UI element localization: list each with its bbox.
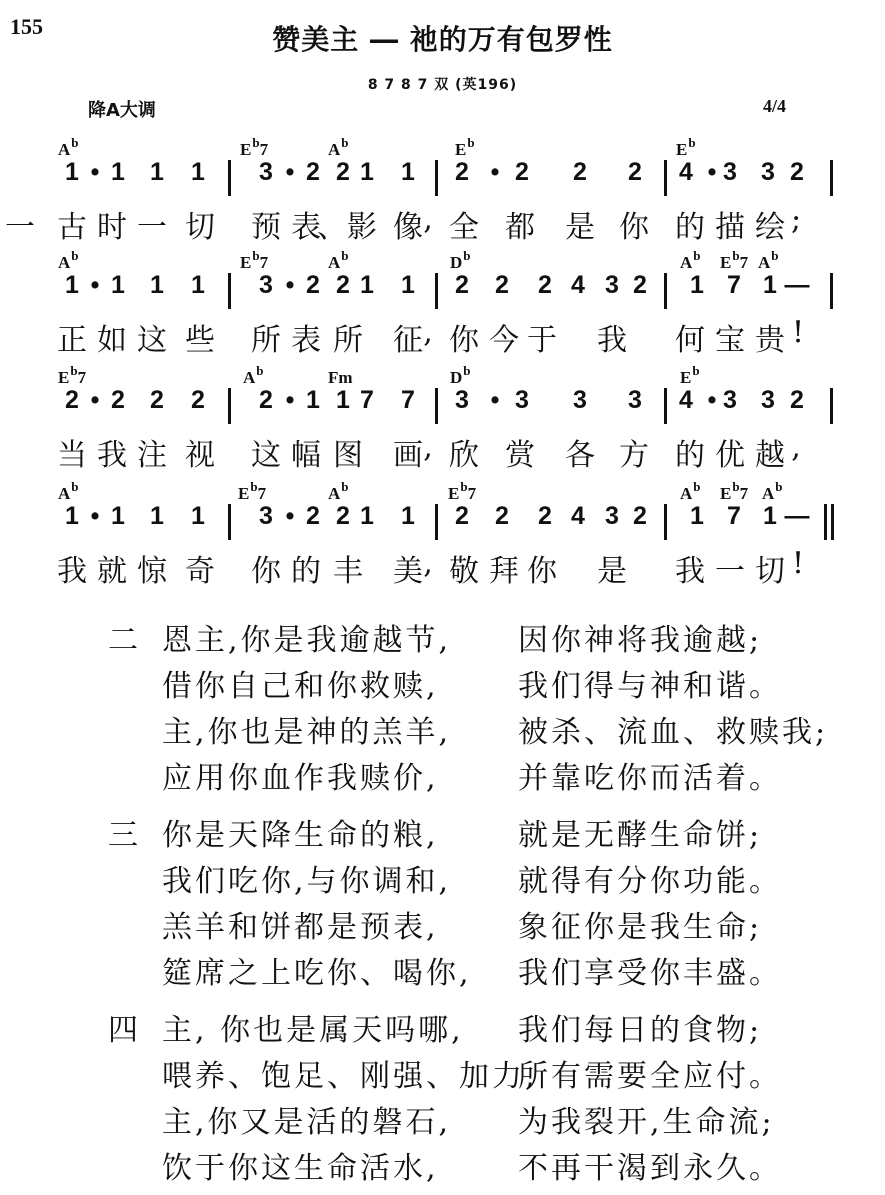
verse-line-left: 主,你又是活的磐石, — [162, 1105, 452, 1140]
flat-sign: b — [732, 248, 740, 263]
verse-line-left: 筵席之上吃你、喝你, — [162, 956, 472, 991]
flat-sign: b — [771, 248, 779, 263]
lyric-character: 你 — [527, 554, 557, 589]
chord-symbol — [58, 135, 79, 160]
chord-symbol — [680, 479, 701, 504]
verse-line-left: 借你自己和你救赎, — [162, 669, 439, 704]
barline — [435, 273, 438, 309]
barline — [831, 504, 834, 540]
verse-line-right: 所有需要全应付。 — [518, 1059, 782, 1094]
chord-symbol — [450, 363, 471, 388]
verse-line-right: 不再干渴到永久。 — [518, 1151, 782, 1186]
chord-symbol — [328, 135, 349, 160]
lyric-character: 惊 — [137, 554, 167, 589]
flat-sign: b — [341, 135, 349, 150]
chord-symbol — [676, 135, 696, 160]
lyric-character: 方 — [619, 438, 649, 473]
lyric-character: 这 — [251, 438, 281, 473]
jianpu-note: 2 — [633, 502, 647, 530]
lyric-character: 这 — [137, 323, 167, 358]
jianpu-note: 2 — [150, 386, 164, 414]
jianpu-note: 3 — [761, 158, 775, 186]
barline — [435, 388, 438, 424]
jianpu-note: 1 — [690, 502, 704, 530]
jianpu-note: 2 — [336, 271, 350, 299]
chord-symbol — [448, 479, 477, 504]
lyric-character: , — [423, 546, 433, 581]
lyric-character: 一 — [5, 210, 35, 245]
lyric-character: 所 — [251, 323, 281, 358]
lyric-character: 敬 — [449, 554, 479, 589]
hymn-number: 155 — [10, 14, 43, 39]
lyric-character: 你 — [449, 323, 479, 358]
lyric-character: 如 — [97, 323, 127, 358]
lyric-character: 像 — [393, 210, 423, 245]
jianpu-note: 1 — [360, 502, 374, 530]
flat-sign: b — [467, 135, 475, 150]
chord-symbol — [455, 135, 475, 160]
lyric-character: 我 — [675, 554, 705, 589]
chord-symbol — [58, 363, 87, 388]
lyric-character: 的 — [675, 438, 705, 473]
jianpu-note: 1 — [401, 271, 415, 299]
chord-root: A — [58, 253, 71, 272]
jianpu-note: 4 — [679, 386, 693, 414]
chord-extension: 7 — [739, 253, 749, 272]
chord-root: E — [448, 484, 460, 503]
jianpu-note: 2 — [306, 158, 320, 186]
chord-root: E — [240, 140, 252, 159]
meter-label: 8 7 8 7 双 (英196) — [367, 77, 518, 93]
chord-extension: 7 — [467, 484, 477, 503]
barline — [830, 388, 833, 424]
flat-sign: b — [256, 363, 264, 378]
lyric-character: 是 — [597, 554, 627, 589]
chord-symbol — [243, 363, 264, 388]
jianpu-note: 1 — [150, 158, 164, 186]
key-signature: 降A大调 — [88, 100, 156, 121]
flat-sign: b — [693, 248, 701, 263]
flat-sign: b — [775, 479, 783, 494]
lyric-character: 赏 — [505, 438, 535, 473]
chord-extension: 7 — [257, 484, 267, 503]
lyric-character: 就 — [97, 554, 127, 589]
lyric-character: , — [423, 315, 433, 350]
chord-symbol — [58, 479, 79, 504]
chord-root: D — [450, 368, 463, 387]
chord-root: A — [58, 484, 71, 503]
lyric-character: 些 — [185, 323, 215, 358]
jianpu-note: 2 — [790, 386, 804, 414]
verse-line-right: 并靠吃你而活着。 — [518, 761, 782, 796]
lyric-character: 欣 — [449, 438, 479, 473]
jianpu-note: • — [285, 386, 295, 414]
lyric-character: 描 — [715, 210, 745, 245]
chord-symbol — [328, 479, 349, 504]
hymn-title: 赞美主 ― 祂的万有包罗性 — [272, 23, 613, 56]
chord-symbol — [720, 479, 749, 504]
lyric-character: 我 — [597, 323, 627, 358]
jianpu-note: — — [784, 502, 810, 530]
jianpu-note: 2 — [111, 386, 125, 414]
jianpu-note: • — [90, 271, 100, 299]
barline — [435, 160, 438, 196]
jianpu-note: 7 — [727, 502, 741, 530]
jianpu-note: • — [285, 158, 295, 186]
chord-root: E — [720, 484, 732, 503]
jianpu-note: 2 — [633, 271, 647, 299]
jianpu-note: 2 — [515, 158, 529, 186]
verse-line-right: 我们得与神和谐。 — [518, 669, 782, 704]
barline — [228, 160, 231, 196]
lyric-character: 一 — [137, 210, 167, 245]
jianpu-note: 3 — [605, 271, 619, 299]
lyric-character: 于 — [527, 323, 557, 358]
lyric-character: 时 — [97, 210, 127, 245]
lyric-character: ! — [791, 315, 805, 350]
jianpu-note: 7 — [360, 386, 374, 414]
jianpu-note: 3 — [723, 386, 737, 414]
chord-root: E — [680, 368, 692, 387]
flat-sign: b — [688, 135, 696, 150]
barline — [664, 160, 667, 196]
lyric-character: 画 — [393, 438, 423, 473]
jianpu-note: • — [90, 502, 100, 530]
jianpu-note: 2 — [65, 386, 79, 414]
jianpu-note: 2 — [259, 386, 273, 414]
lyric-character: 古 — [57, 210, 87, 245]
jianpu-note: 2 — [538, 502, 552, 530]
chord-root: A — [328, 253, 341, 272]
flat-sign: b — [341, 479, 349, 494]
jianpu-note: 2 — [306, 502, 320, 530]
jianpu-note: 3 — [761, 386, 775, 414]
lyric-character: 表 — [291, 210, 321, 245]
chord-extension: 7 — [259, 140, 269, 159]
flat-sign: b — [71, 248, 79, 263]
verse-number: 四 — [108, 1013, 138, 1048]
jianpu-note: 3 — [259, 502, 273, 530]
lyric-character: 何 — [675, 323, 705, 358]
jianpu-note: 4 — [571, 502, 585, 530]
jianpu-note: 1 — [191, 502, 205, 530]
flat-sign: b — [71, 135, 79, 150]
verse-line-right: 为我裂开,生命流; — [518, 1105, 775, 1140]
jianpu-note: 2 — [628, 158, 642, 186]
jianpu-note: 1 — [690, 271, 704, 299]
lyric-character: 的 — [291, 554, 321, 589]
jianpu-note: 4 — [571, 271, 585, 299]
flat-sign: b — [693, 479, 701, 494]
jianpu-note: 3 — [259, 271, 273, 299]
lyric-character: 绘 — [755, 210, 785, 245]
jianpu-note: 1 — [111, 158, 125, 186]
jianpu-note: 1 — [763, 502, 777, 530]
chord-root: E — [240, 253, 252, 272]
barline — [228, 504, 231, 540]
lyric-character: 越 — [755, 438, 785, 473]
time-signature: 4/4 — [763, 96, 787, 116]
chord-symbol — [328, 368, 353, 388]
lyric-character: ! — [791, 546, 805, 581]
lyric-character: 当 — [57, 438, 87, 473]
lyric-character: 丰 — [333, 554, 363, 589]
jianpu-note: • — [490, 386, 500, 414]
jianpu-note: 2 — [455, 502, 469, 530]
jianpu-note: 4 — [679, 158, 693, 186]
jianpu-note: 1 — [306, 386, 320, 414]
lyric-character: 全 — [449, 210, 479, 245]
jianpu-note: 2 — [191, 386, 205, 414]
jianpu-note: — — [784, 271, 810, 299]
chord-root: A — [680, 484, 693, 503]
jianpu-note: 2 — [336, 158, 350, 186]
jianpu-note: • — [285, 271, 295, 299]
chord-root: E — [58, 368, 70, 387]
lyric-character: 是 — [565, 210, 595, 245]
chord-root: A — [243, 368, 256, 387]
jianpu-note: 1 — [65, 158, 79, 186]
jianpu-note: 3 — [455, 386, 469, 414]
chord-root: E — [720, 253, 732, 272]
barline — [435, 504, 438, 540]
chord-symbol — [450, 248, 471, 273]
jianpu-note: 1 — [336, 386, 350, 414]
lyric-character: 宝 — [715, 323, 745, 358]
lyric-character: 我 — [57, 554, 87, 589]
jianpu-note: 7 — [727, 271, 741, 299]
jianpu-note: 3 — [573, 386, 587, 414]
flat-sign: b — [250, 479, 258, 494]
jianpu-note: 1 — [191, 271, 205, 299]
jianpu-note: 1 — [360, 158, 374, 186]
verse-line-left: 我们吃你,与你调和, — [162, 864, 452, 899]
chord-root: E — [676, 140, 688, 159]
lyric-character: 注 — [137, 438, 167, 473]
lyric-character: ; — [790, 202, 802, 237]
chord-root: D — [450, 253, 463, 272]
chord-symbol — [680, 363, 700, 388]
chord-symbol — [762, 479, 783, 504]
lyric-character: 都 — [505, 210, 535, 245]
jianpu-note: 2 — [495, 271, 509, 299]
verse-number: 三 — [108, 818, 138, 853]
barline — [664, 388, 667, 424]
jianpu-note: 1 — [191, 158, 205, 186]
jianpu-note: 2 — [455, 271, 469, 299]
chord-root: A — [762, 484, 775, 503]
lyric-character: 各 — [565, 438, 595, 473]
lyric-character: 预 — [251, 210, 281, 245]
jianpu-note: • — [490, 158, 500, 186]
flat-sign: b — [463, 363, 471, 378]
lyric-character: 一 — [715, 554, 745, 589]
chord-root: E — [455, 140, 467, 159]
jianpu-note: 2 — [538, 271, 552, 299]
jianpu-note: 1 — [401, 158, 415, 186]
lyric-character: , — [791, 430, 801, 465]
lyric-character: 切 — [755, 554, 785, 589]
jianpu-note: • — [90, 386, 100, 414]
jianpu-note: 2 — [455, 158, 469, 186]
chord-root: Fm — [328, 368, 353, 387]
verse-line-left: 饮于你这生命活水, — [162, 1151, 439, 1186]
chord-root: A — [328, 140, 341, 159]
barline — [228, 388, 231, 424]
verse-line-right: 因你神将我逾越; — [518, 623, 763, 658]
jianpu-note: 1 — [150, 271, 164, 299]
chord-root: A — [328, 484, 341, 503]
verse-line-right: 我们每日的食物; — [518, 1013, 763, 1048]
chord-symbol — [680, 248, 701, 273]
lyric-character: 幅 — [291, 438, 321, 473]
jianpu-note: 1 — [65, 502, 79, 530]
jianpu-note: 1 — [111, 502, 125, 530]
lyric-character: 影 — [347, 210, 377, 245]
flat-sign: b — [252, 135, 260, 150]
lyric-character: 视 — [185, 438, 215, 473]
flat-sign: b — [692, 363, 700, 378]
verse-number: 二 — [108, 623, 138, 658]
verse-line-left: 喂养、饱足、刚强、加力, — [162, 1059, 538, 1094]
jianpu-note: 3 — [259, 158, 273, 186]
lyric-character: 征 — [393, 323, 423, 358]
chord-extension: 7 — [77, 368, 87, 387]
lyric-character: 切 — [185, 210, 215, 245]
lyric-character: 、 — [317, 210, 347, 245]
jianpu-note: 1 — [65, 271, 79, 299]
jianpu-note: 7 — [401, 386, 415, 414]
chord-symbol — [758, 248, 779, 273]
barline — [664, 273, 667, 309]
jianpu-note: • — [707, 158, 717, 186]
chord-root: A — [58, 140, 71, 159]
flat-sign: b — [732, 479, 740, 494]
lyric-character: , — [423, 430, 433, 465]
verse-line-left: 你是天降生命的粮, — [162, 818, 439, 853]
verse-line-left: 羔羊和饼都是预表, — [162, 910, 439, 945]
jianpu-note: 2 — [790, 158, 804, 186]
flat-sign: b — [341, 248, 349, 263]
barline — [830, 273, 833, 309]
flat-sign: b — [71, 479, 79, 494]
lyric-character: 图 — [333, 438, 363, 473]
jianpu-note: • — [707, 386, 717, 414]
chord-symbol — [720, 248, 749, 273]
barline — [228, 273, 231, 309]
barline — [830, 160, 833, 196]
lyric-character: 表 — [291, 323, 321, 358]
lyric-character: 你 — [619, 210, 649, 245]
lyric-character: 贵 — [755, 323, 785, 358]
lyric-character: 美 — [393, 554, 423, 589]
barline — [664, 504, 667, 540]
jianpu-note: 1 — [150, 502, 164, 530]
chord-extension: 7 — [259, 253, 269, 272]
lyric-character: 正 — [57, 323, 87, 358]
lyric-character: 你 — [251, 554, 281, 589]
verse-line-left: 应用你血作我赎价, — [162, 761, 439, 796]
jianpu-note: 3 — [605, 502, 619, 530]
verse-line-right: 就得有分你功能。 — [518, 864, 782, 899]
jianpu-note: 1 — [401, 502, 415, 530]
chord-symbol — [328, 248, 349, 273]
chord-root: A — [680, 253, 693, 272]
lyric-character: 优 — [715, 438, 745, 473]
jianpu-note: 1 — [360, 271, 374, 299]
verse-line-left: 恩主,你是我逾越节, — [162, 623, 452, 658]
flat-sign: b — [70, 363, 78, 378]
chord-symbol — [238, 479, 267, 504]
jianpu-note: 3 — [723, 158, 737, 186]
verse-line-right: 象征你是我生命; — [518, 910, 763, 945]
lyric-character: 的 — [675, 210, 705, 245]
verse-line-right: 被杀、流血、救赎我; — [518, 715, 829, 750]
jianpu-note: 2 — [306, 271, 320, 299]
jianpu-note: 3 — [515, 386, 529, 414]
lyric-character: , — [423, 202, 433, 237]
jianpu-note: 1 — [111, 271, 125, 299]
jianpu-note: • — [285, 502, 295, 530]
verse-line-right: 我们享受你丰盛。 — [518, 956, 782, 991]
verse-line-right: 就是无酵生命饼; — [518, 818, 763, 853]
flat-sign: b — [463, 248, 471, 263]
lyric-character: 我 — [97, 438, 127, 473]
jianpu-note: 2 — [336, 502, 350, 530]
chord-symbol — [240, 248, 269, 273]
lyric-character: 所 — [333, 323, 363, 358]
lyric-character: 拜 — [489, 554, 519, 589]
verse-line-left: 主, 你也是属天吗哪, — [162, 1013, 464, 1048]
barline — [824, 504, 827, 540]
chord-root: A — [758, 253, 771, 272]
jianpu-note: 1 — [763, 271, 777, 299]
chord-root: E — [238, 484, 250, 503]
verse-line-left: 主,你也是神的羔羊, — [162, 715, 452, 750]
lyric-character: 奇 — [185, 554, 215, 589]
jianpu-note: 2 — [573, 158, 587, 186]
jianpu-note: • — [90, 158, 100, 186]
chord-symbol — [58, 248, 79, 273]
lyric-character: 今 — [489, 323, 519, 358]
flat-sign: b — [252, 248, 260, 263]
jianpu-note: 2 — [495, 502, 509, 530]
flat-sign: b — [460, 479, 468, 494]
jianpu-note: 3 — [628, 386, 642, 414]
chord-extension: 7 — [739, 484, 749, 503]
chord-symbol — [240, 135, 269, 160]
